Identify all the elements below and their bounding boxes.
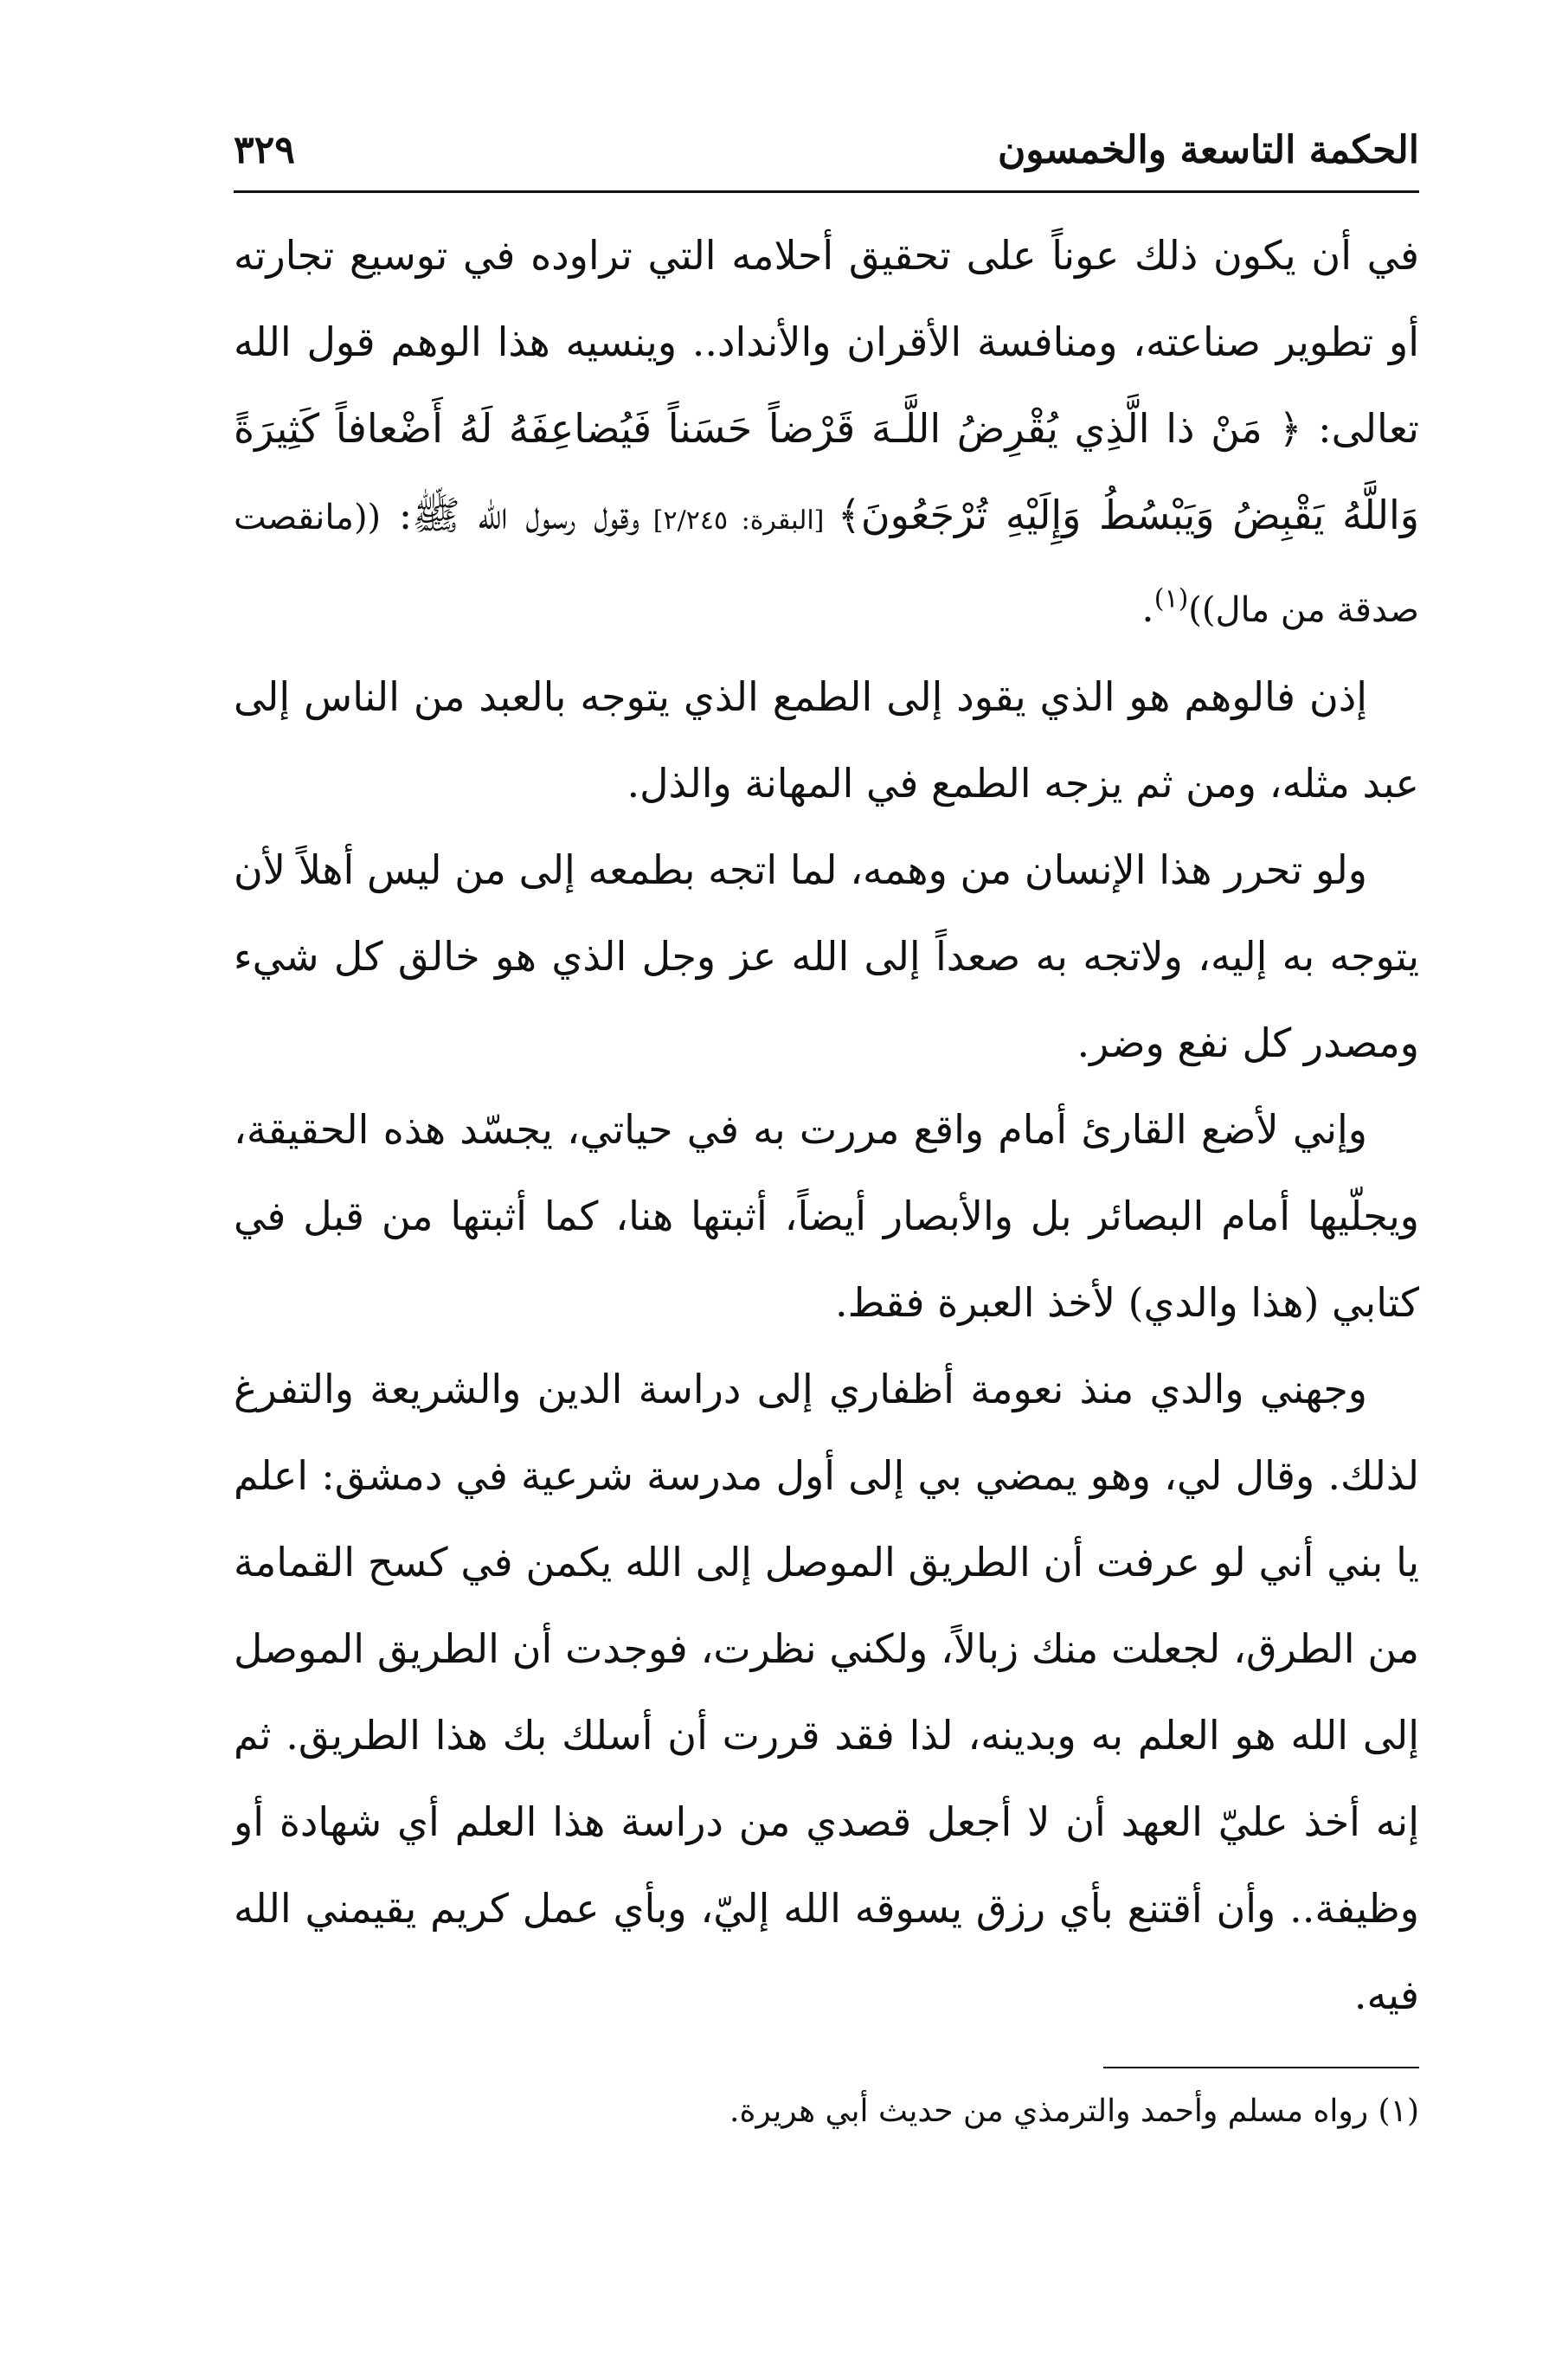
header-rule <box>234 190 1419 193</box>
paragraph-5: وجهني والدي منذ نعومة أظفاري إلى دراسة الدين والشريعة والتفرغ لذلك. وقال لي، وهو يمضي بي إلى أول مدرسة شرعية في دمشق: اعلم يا بني أني لو عرفت أن الطريق الموصل إلى الله يكمن في كسح القمامة من الطرق، لجعلت منك زبالاً، ولكني نظرت، فوجدت أن الطريق الموصل إلى الله هو العلم به وبدينه، لذا فقد قررت أن أسلك بك هذا الطريق. ثم إنه أخذ عليّ العهد أن لا أجعل قصدي من دراسة هذا العلم أي شهادة أو وظيفة.. وأن أقتنع بأي رزق يسوقه الله إليّ، وبأي عمل كريم يقيمني الله فيه. <box>234 1366 1419 2018</box>
chapter-title: الحكمة التاسعة والخمسون <box>997 128 1419 172</box>
paragraph-1-end: . <box>1141 584 1154 631</box>
page-header <box>234 121 1419 190</box>
page-number: ٣٢٩ <box>234 128 295 172</box>
paragraph-1 <box>234 212 1419 653</box>
paragraph-2: إذن فالوهم هو الذي يقود إلى الطمع الذي يتوجه بالعبد من الناس إلى عبد مثله، ومن ثم يزجه الطمع في المهانة والذل. <box>234 673 1419 807</box>
paragraph-1-text-2: وقول رسول الله ﷺ: <box>381 492 640 538</box>
footnote: (١) رواه مسلم وأحمد والترمذي من حديث أبي هريرة. <box>729 2094 1419 2129</box>
footnote-marker: (١) <box>1154 583 1189 614</box>
paragraph-1-text: في أن يكون ذلك عوناً على تحقيق أحلامه التي تراوده في توسيع تجارته أو تطوير صناعته، ومنافسة الأقران والأنداد.. وينسيه هذا الوهم قول الله تعالى: <box>234 232 1419 452</box>
paragraph-4: وإني لأضع القارئ أمام واقع مررت به في حياتي، يجسّد هذه الحقيقة، ويجلّيها أمام البصائر بل والأبصار أيضاً، أثبتها هنا، كما أثبتها من قبل في كتابي (هذا والدي) لأخذ العبرة فقط. <box>234 1106 1419 1326</box>
paragraph-3: ولو تحرر هذا الإنسان من وهمه، لما اتجه بطمعه إلى من ليس أهلاً لأن يتوجه به إليه، ولاتجه به صعداً إلى الله عز وجل الذي هو خالق كل شيء ومصدر كل نفع وضر. <box>234 846 1419 1066</box>
verse-reference: [البقرة: ٢/٢٤٥] <box>639 505 838 536</box>
page-body <box>234 212 1419 2038</box>
footnote-rule <box>1103 2067 1419 2068</box>
hadith-quote: ((مانقصت صدقة من مال)) <box>234 498 1419 630</box>
quran-verse: ﴿ مَنْ ذا الَّذِي يُقْرِضُ اللَّـهَ قَرْضاً حَسَناً فَيُضاعِفَهُ لَهُ أَضْعافاً كَثِيرَةً وَاللَّهُ يَقْبِضُ وَيَبْسُطُ وَإِلَيْهِ تُرْجَعُونَ﴾ <box>234 405 1419 538</box>
